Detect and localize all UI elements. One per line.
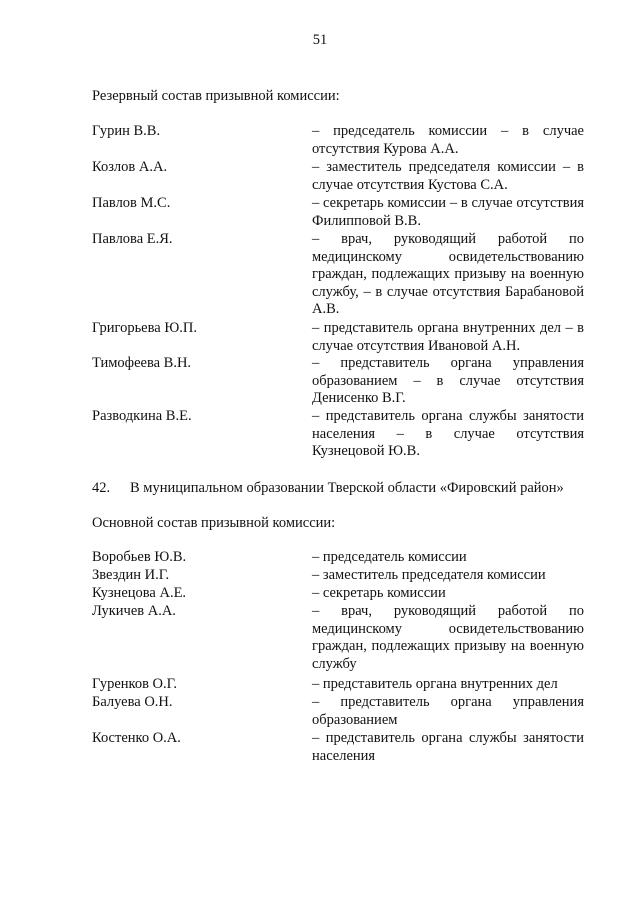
member-name: Павлова Е.Я.	[92, 231, 173, 247]
member-name: Звездин И.Г.	[92, 567, 170, 583]
list-item	[92, 355, 584, 408]
member-role: – представитель органа внутренних дел – в случае отсутствия Ивановой А.Н.	[312, 320, 584, 354]
member-role: – заместитель председателя комиссии	[312, 567, 546, 583]
list-item	[92, 408, 584, 461]
member-name: Гуренков О.Г.	[92, 676, 178, 692]
list-item	[92, 585, 584, 603]
member-role: – председатель комиссии	[312, 549, 467, 565]
member-name: Разводкина В.Е.	[92, 408, 192, 424]
member-role: – секретарь комиссии – в случае отсутствия Филипповой В.В.	[312, 195, 584, 229]
main-composition-heading: Основной состав призывной комиссии:	[92, 515, 336, 531]
list-item	[92, 123, 584, 158]
member-name: Лукичев А.А.	[92, 603, 176, 619]
member-role: – представитель органа управления образованием	[312, 694, 584, 728]
member-name: Павлов М.С.	[92, 195, 171, 211]
member-name: Козлов А.А.	[92, 159, 168, 175]
member-name: Григорьева Ю.П.	[92, 320, 197, 336]
member-role: – представитель органа управления образованием – в случае отсутствия Денисенко В.Г.	[312, 355, 584, 406]
member-name: Кузнецова А.Е.	[92, 585, 187, 601]
list-item	[92, 567, 584, 585]
member-name: Костенко О.А.	[92, 730, 181, 746]
member-role: – председатель комиссии – в случае отсутствия Курова А.А.	[312, 123, 584, 157]
member-role: – заместитель председателя комиссии – в случае отсутствия Кустова С.А.	[312, 159, 584, 193]
member-role: – врач, руководящий работой по медицинскому освидетельствованию граждан, подлежащих призыву на военную службу, – в случае отсутствия Барабановой А.В.	[312, 231, 584, 317]
member-name: Балуева О.Н.	[92, 694, 173, 710]
list-item	[92, 603, 584, 673]
section-number: 42.	[92, 480, 111, 496]
member-role: – представитель органа внутренних дел	[312, 676, 558, 692]
list-item	[92, 159, 584, 194]
member-name: Гурин В.В.	[92, 123, 161, 139]
list-item	[92, 694, 584, 729]
list-item	[92, 320, 584, 355]
list-item	[92, 676, 584, 694]
list-item	[92, 231, 584, 319]
list-item	[92, 549, 584, 567]
member-role: – секретарь комиссии	[312, 585, 446, 601]
list-item	[92, 730, 584, 765]
member-role: – представитель органа службы занятости населения – в случае отсутствия Кузнецовой Ю.В.	[312, 408, 584, 459]
section-title	[92, 480, 584, 497]
member-role: – врач, руководящий работой по медицинскому освидетельствованию граждан, подлежащих призыву на военную службу	[312, 603, 584, 672]
reserve-composition-heading: Резервный состав призывной комиссии:	[92, 88, 340, 104]
page-number: 51	[312, 32, 328, 48]
member-name: Тимофеева В.Н.	[92, 355, 192, 371]
list-item	[92, 195, 584, 230]
member-role: – представитель органа службы занятости населения	[312, 730, 584, 764]
member-name: Воробьев Ю.В.	[92, 549, 187, 565]
section-title-text: В муниципальном образовании Тверской области «Фировский район»	[130, 480, 564, 496]
